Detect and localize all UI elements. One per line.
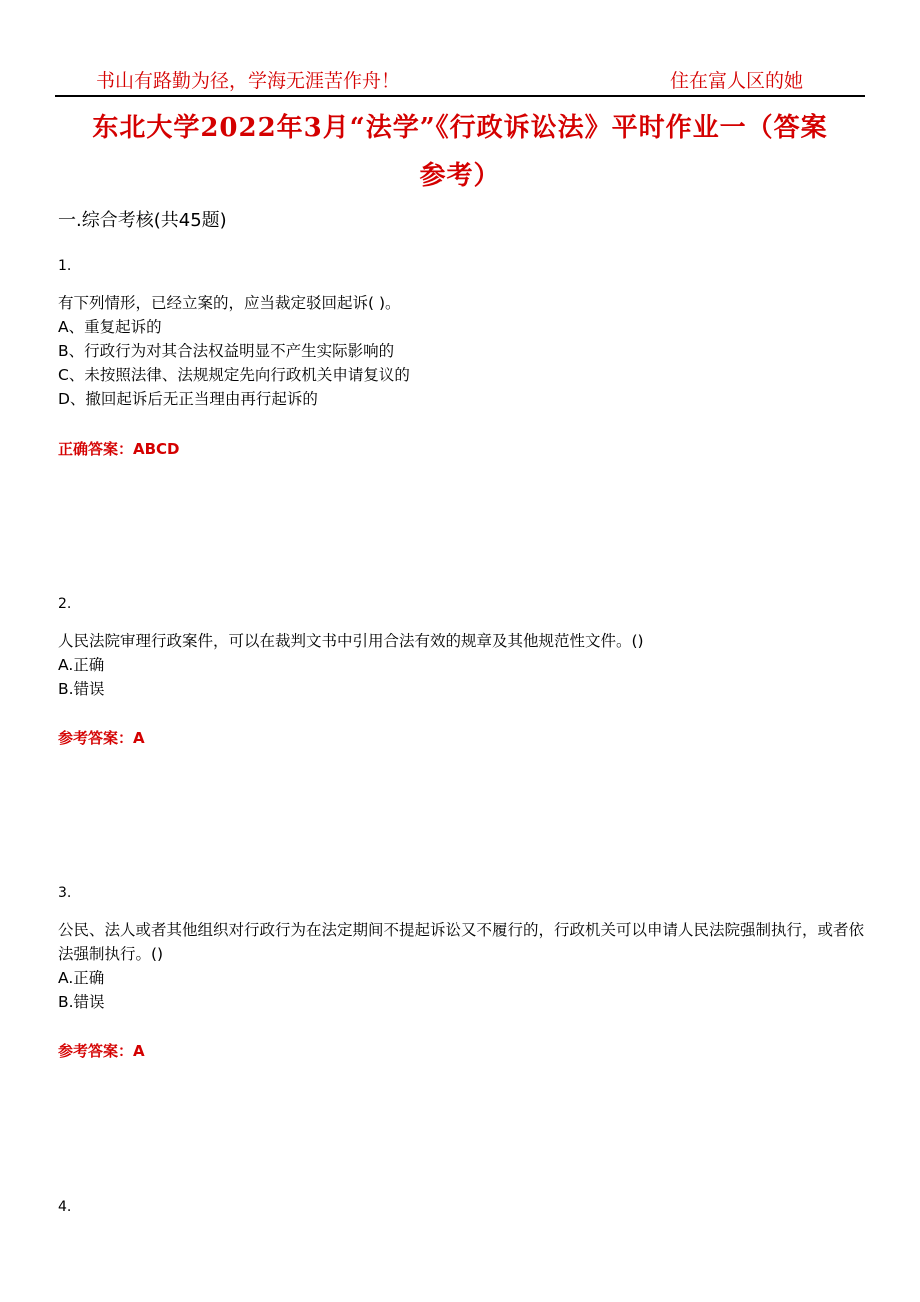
option-b: B.错误 xyxy=(58,993,105,1011)
question-number: 3. xyxy=(58,885,72,901)
answer-label: 参考答案：A xyxy=(58,1042,145,1060)
question-block xyxy=(58,918,868,1014)
option-d: D、撤回起诉后无正当理由再行起诉的 xyxy=(58,390,318,408)
title-line-1: 东北大学2022年3月“法学”《行政诉讼法》平时作业一（答案 xyxy=(92,113,828,143)
option-a: A.正确 xyxy=(58,656,105,674)
header-slogan-right: 住在富人区的她 xyxy=(670,70,804,92)
header-divider xyxy=(55,95,865,97)
question-text: 有下列情形，已经立案的，应当裁定驳回起诉( )。 xyxy=(58,294,401,312)
answer-label: 参考答案：A xyxy=(58,729,145,747)
option-a: A.正确 xyxy=(58,969,105,987)
header-slogan-left: 书山有路勤为径，学海无涯苦作舟！ xyxy=(96,70,401,92)
option-c: C、未按照法律、法规规定先向行政机关申请复议的 xyxy=(58,366,410,384)
option-b: B、行政行为对其合法权益明显不产生实际影响的 xyxy=(58,342,395,360)
option-a: A、重复起诉的 xyxy=(58,318,162,336)
question-number: 4. xyxy=(58,1199,72,1215)
question-block xyxy=(58,629,868,701)
question-number: 2. xyxy=(58,596,72,612)
document-title xyxy=(60,104,860,200)
question-text: 公民、法人或者其他组织对行政行为在法定期间不提起诉讼又不履行的，行政机关可以申请人民法院强制执行，或者依法强制执行。() xyxy=(58,921,865,963)
question-number: 1. xyxy=(58,258,72,274)
option-b: B.错误 xyxy=(58,680,105,698)
question-block xyxy=(58,291,868,411)
title-line-2: 参考） xyxy=(419,161,501,191)
answer-label: 正确答案：ABCD xyxy=(58,440,180,458)
section-heading: 一.综合考核(共45题) xyxy=(58,210,227,231)
question-text: 人民法院审理行政案件，可以在裁判文书中引用合法有效的规章及其他规范性文件。() xyxy=(58,632,644,650)
